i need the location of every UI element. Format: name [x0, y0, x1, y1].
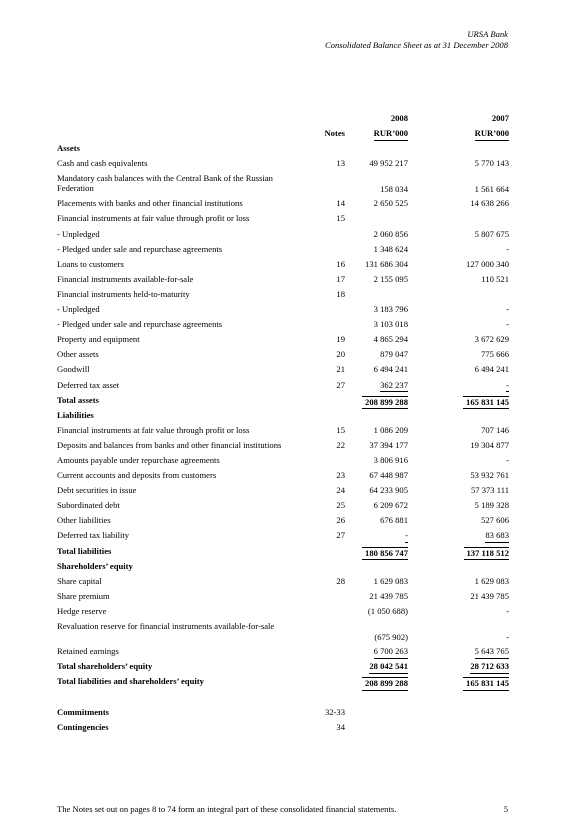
value-2008: 3 103 018: [373, 319, 408, 330]
row-label: Other assets: [57, 349, 99, 360]
value-2007: -: [439, 381, 509, 393]
value-2008: 2 650 525: [373, 198, 408, 209]
page-number: 5: [503, 804, 508, 814]
value-2008: 21 439 785: [369, 590, 408, 601]
table-row: [57, 245, 509, 260]
value-2008: 158 034: [380, 184, 408, 195]
row-note: 19: [336, 334, 345, 345]
value-2007: 165 831 145: [439, 396, 509, 410]
notes-header: Notes: [324, 128, 345, 139]
table-row: [57, 647, 509, 662]
value-2008: 131 686 304: [365, 258, 408, 269]
table-row: [57, 335, 509, 350]
value-2008: 6 700 263: [349, 647, 408, 659]
value-2008: 2 060 856: [373, 228, 408, 239]
table-row: [57, 350, 509, 365]
row-label: Total shareholders’ equity: [57, 661, 153, 672]
section-heading: [57, 411, 509, 426]
row-label: Assets: [57, 143, 80, 154]
value-2007: -: [506, 605, 509, 616]
table-row: [57, 230, 509, 245]
value-2007: 83 683: [439, 531, 509, 543]
row-label: Total assets: [57, 394, 99, 405]
row-note: 23: [336, 470, 345, 481]
value-2007: 6 494 241: [474, 364, 509, 375]
table-row: [57, 365, 509, 380]
value-2007: 1 629 083: [474, 575, 509, 586]
value-2007: 1 561 664: [474, 184, 509, 195]
row-label: Total liabilities and shareholders’ equity: [57, 676, 204, 687]
value-2008: 2 155 095: [373, 273, 408, 284]
value-2008: 879 047: [380, 349, 408, 360]
table-row: [57, 214, 509, 229]
table-row: [57, 441, 509, 456]
row-note: 14: [336, 198, 345, 209]
table-row: [57, 592, 509, 607]
footer-note: The Notes set out on pages 8 to 74 form an integral part of these consolidated financial statements.: [57, 804, 397, 814]
table-row: [57, 260, 509, 275]
total-row: [57, 547, 509, 562]
value-2007: 5 643 765: [439, 647, 509, 659]
company-name: URSA Bank: [467, 29, 508, 39]
value-2008: 1 348 624: [373, 243, 408, 254]
row-note: 32-33: [324, 707, 345, 718]
value-2007: -: [506, 454, 509, 465]
value-2008: 208 899 288: [349, 396, 408, 410]
value-2008: (1 050 688): [367, 605, 408, 616]
row-note: 27: [336, 530, 345, 541]
row-note: 15: [336, 213, 345, 224]
row-label: Debt securities in issue: [57, 485, 137, 496]
value-2008: 28 042 541: [349, 662, 408, 674]
value-2008: 49 952 217: [369, 158, 408, 169]
value-2007: 5 770 143: [474, 158, 509, 169]
value-2008: 3 183 796: [373, 304, 408, 315]
table-row: [57, 305, 509, 320]
row-label: Cash and cash equivalents: [57, 158, 148, 169]
value-2007: 775 666: [481, 349, 509, 360]
row-label: Revaluation reserve for financial instruments available-for-sale: [57, 621, 275, 631]
table-row: [57, 471, 509, 486]
value-2007: -: [506, 304, 509, 315]
value-2007: 165 831 145: [439, 677, 509, 691]
row-label: Deposits and balances from banks and other financial institutions: [57, 439, 282, 450]
unit-2008-header: RUR’000: [349, 129, 408, 141]
value-2007: 3 672 629: [474, 334, 509, 345]
value-2007: 14 638 266: [470, 198, 509, 209]
total-row: [57, 396, 509, 411]
row-label: Share premium: [57, 590, 110, 601]
value-2008: 180 856 747: [349, 547, 408, 561]
row-label: - Unpledged: [57, 228, 100, 239]
row-label: Deferred tax liability: [57, 530, 130, 541]
commitments-contingencies: [57, 708, 509, 738]
row-note: 17: [336, 273, 345, 284]
row-label: Hedge reserve: [57, 605, 107, 616]
table-row: [57, 456, 509, 471]
row-label: Share capital: [57, 575, 102, 586]
value-2007: -: [506, 243, 509, 254]
balance-sheet-table: [57, 114, 509, 738]
row-label: Other liabilities: [57, 515, 111, 526]
row-note: 20: [336, 349, 345, 360]
spacer: [57, 700, 509, 708]
row-label: Placements with banks and other financial institutions: [57, 198, 243, 209]
table-row: [57, 577, 509, 592]
row-label: Current accounts and deposits from customers: [57, 470, 217, 481]
column-header-units: [57, 129, 509, 144]
value-2007: 5 189 328: [474, 500, 509, 511]
value-2007: -: [506, 632, 509, 642]
row-label: Retained earnings: [57, 646, 119, 656]
column-header-years: [57, 114, 509, 129]
row-note: 13: [336, 158, 345, 169]
section-heading: [57, 144, 509, 159]
spacer: [57, 692, 509, 700]
row-note: 22: [336, 439, 345, 450]
value-2007: 527 606: [481, 515, 509, 526]
row-label: Liabilities: [57, 409, 94, 420]
value-2008: 6 494 241: [373, 364, 408, 375]
value-2008: 6 209 672: [373, 500, 408, 511]
table-row: [57, 501, 509, 516]
table-row: [57, 516, 509, 531]
row-label: Deferred tax asset: [57, 379, 120, 390]
table-row: [57, 381, 509, 396]
row-label: Goodwill: [57, 364, 90, 375]
row-note: 15: [336, 424, 345, 435]
value-2008: 1 629 083: [373, 575, 408, 586]
value-2007: 110 521: [481, 273, 509, 284]
row-note: 27: [336, 379, 345, 390]
row-note: 28: [336, 575, 345, 586]
row-label: Property and equipment: [57, 334, 140, 345]
table-row: [57, 708, 509, 723]
row-note: 16: [336, 258, 345, 269]
value-2007: 127 000 340: [466, 258, 509, 269]
value-2007: 53 932 761: [470, 470, 509, 481]
value-2008: 4 865 294: [373, 334, 408, 345]
row-label: - Pledged under sale and repurchase agreements: [57, 243, 223, 254]
row-note: 25: [336, 500, 345, 511]
section-heading: [57, 562, 509, 577]
value-2008: 1 086 209: [373, 424, 408, 435]
value-2007: 21 439 785: [470, 590, 509, 601]
table-row: [57, 426, 509, 441]
unit-2007-header: RUR’000: [439, 129, 509, 141]
statement-title: Consolidated Balance Sheet as at 31 December 2008: [324, 40, 508, 50]
value-2008: 208 899 288: [349, 677, 408, 691]
balance-sheet-rows: [57, 144, 509, 692]
table-row: [57, 486, 509, 501]
value-2008: 37 394 177: [369, 439, 408, 450]
row-note: 24: [336, 485, 345, 496]
total-row: [57, 662, 509, 677]
value-2008: 362 237: [349, 381, 408, 393]
total-row: [57, 677, 509, 692]
row-note: 18: [336, 288, 345, 299]
row-label: - Pledged under sale and repurchase agreements: [57, 319, 223, 330]
row-label: Financial instruments available-for-sale: [57, 273, 194, 284]
row-label: Mandatory cash balances with the Central Bank of the Russian Federation: [57, 173, 273, 194]
value-2008: 676 881: [380, 515, 408, 526]
row-label: Financial instruments at fair value through profit or loss: [57, 424, 250, 435]
table-row: [57, 159, 509, 174]
value-2007: 707 146: [481, 424, 509, 435]
value-2008: (675 902): [374, 632, 408, 642]
value-2007: 28 712 633: [439, 662, 509, 674]
year-2008-header: 2008: [390, 113, 408, 123]
row-note: 26: [336, 515, 345, 526]
row-note: 21: [336, 364, 345, 375]
page-footer: [57, 805, 508, 815]
row-label: Financial instruments held-to-maturity: [57, 288, 190, 299]
table-row: [57, 531, 509, 546]
row-label: Amounts payable under repurchase agreements: [57, 454, 220, 465]
value-2008: 67 448 987: [369, 470, 408, 481]
table-row: [57, 275, 509, 290]
row-label: Total liabilities: [57, 545, 112, 556]
row-label: Shareholders’ equity: [57, 560, 133, 571]
row-label: Loans to customers: [57, 258, 124, 269]
value-2007: 57 373 111: [470, 485, 509, 496]
table-row: [57, 723, 509, 738]
row-label: Contingencies: [57, 722, 109, 733]
row-label: - Unpledged: [57, 304, 100, 315]
value-2007: -: [506, 319, 509, 330]
table-row: [57, 607, 509, 622]
table-row: [57, 174, 509, 199]
row-label: Commitments: [57, 707, 110, 718]
row-note: 34: [336, 722, 345, 733]
year-2007-header: 2007: [491, 113, 509, 123]
table-row: [57, 320, 509, 335]
value-2008: 64 233 905: [369, 485, 408, 496]
value-2007: 19 304 877: [470, 439, 509, 450]
table-row: [57, 622, 509, 647]
row-label: Financial instruments at fair value through profit or loss: [57, 213, 250, 224]
table-row: [57, 290, 509, 305]
value-2007: 5 807 675: [474, 228, 509, 239]
value-2007: 137 118 512: [439, 547, 509, 561]
value-2008: 3 806 916: [373, 454, 408, 465]
value-2008: -: [349, 531, 408, 543]
table-row: [57, 199, 509, 214]
row-label: Subordinated debt: [57, 500, 120, 511]
